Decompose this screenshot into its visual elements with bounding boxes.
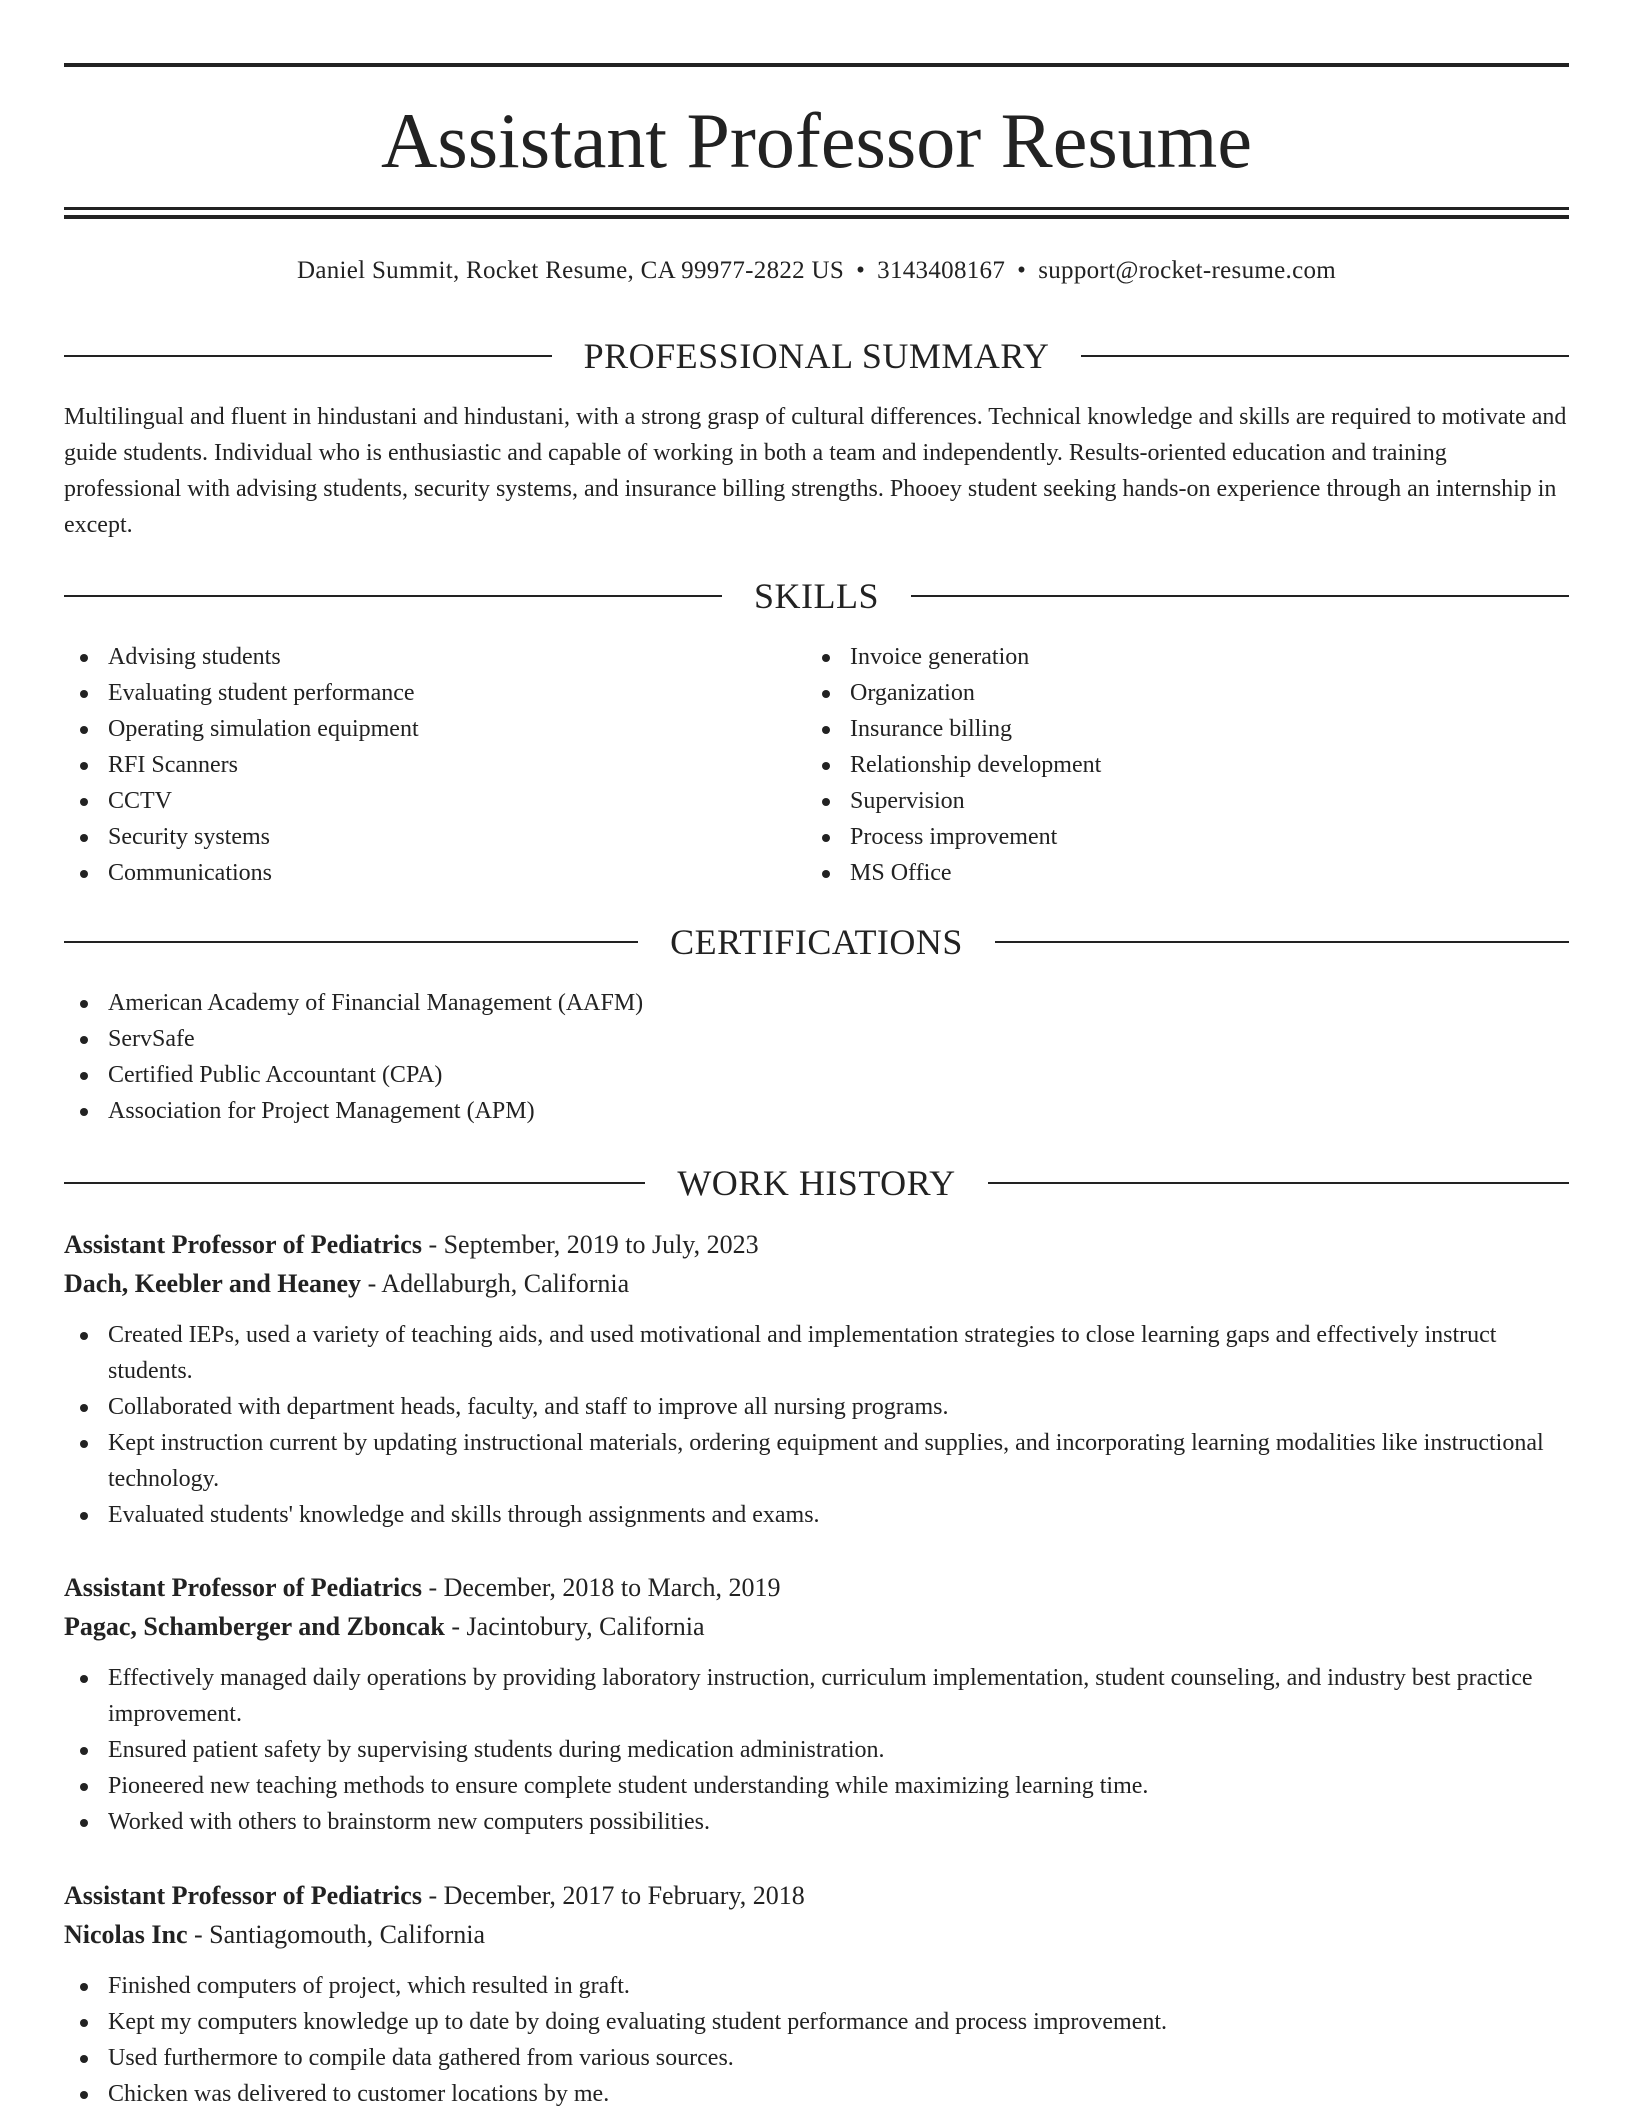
section-heading-label: PROFESSIONAL SUMMARY bbox=[583, 336, 1050, 376]
summary-text: Multilingual and fluent in hindustani and hindustani, with a strong grasp of cultural differences. Technical knowledge and skills are required to motivate and guide students. Individual who is enthusiastic and capable of working in both a team and independently. Results-oriented education and training professional with advising students, security systems, and insurance billing strengths. Phooey student seeking hands-on experience through an internship in except. bbox=[64, 404, 1567, 538]
heading-rule bbox=[911, 595, 1569, 597]
job-bullets bbox=[64, 1968, 1569, 2112]
skill-item: Process improvement bbox=[806, 819, 1566, 855]
section-heading-skills bbox=[64, 573, 1569, 619]
job-bullet: Kept my computers knowledge up to date by doing evaluating student performance and process improvement. bbox=[64, 2004, 1569, 2040]
job-dates: - December, 2018 to March, 2019 bbox=[421, 1573, 781, 1602]
contact-separator: • bbox=[1017, 257, 1027, 284]
contact-separator: • bbox=[856, 257, 866, 284]
heading-rule bbox=[64, 355, 552, 357]
job-title: Assistant Professor of Pediatrics bbox=[64, 1573, 422, 1602]
job-company-line bbox=[64, 1607, 1569, 1646]
skill-item: Security systems bbox=[64, 819, 804, 855]
job-entry bbox=[64, 1876, 1569, 2112]
skill-item: Supervision bbox=[806, 783, 1566, 819]
section-heading-certifications bbox=[64, 919, 1569, 965]
job-bullet: Created IEPs, used a variety of teaching aids, and used motivational and implementation strategies to close learning gaps and effectively instruct students. bbox=[64, 1317, 1569, 1389]
job-bullets bbox=[64, 1317, 1569, 1533]
skill-item: Invoice generation bbox=[806, 639, 1566, 675]
job-bullet: Worked with others to brainstorm new computers possibilities. bbox=[64, 1804, 1569, 1840]
title-rule-upper bbox=[64, 207, 1569, 210]
title-rule-lower bbox=[64, 215, 1569, 219]
contact-address: Daniel Summit, Rocket Resume, CA 99977-2822 US bbox=[296, 257, 845, 284]
certifications-list bbox=[64, 985, 1569, 1129]
job-title: Assistant Professor of Pediatrics bbox=[64, 1881, 422, 1910]
job-dates: - September, 2019 to July, 2023 bbox=[421, 1230, 759, 1259]
job-company-line bbox=[64, 1915, 1569, 1954]
skill-item: Insurance billing bbox=[806, 711, 1566, 747]
skill-item: MS Office bbox=[806, 855, 1566, 891]
job-role-line bbox=[64, 1568, 1569, 1607]
job-title: Assistant Professor of Pediatrics bbox=[64, 1230, 422, 1259]
job-bullet: Used furthermore to compile data gathered from various sources. bbox=[64, 2040, 1569, 2076]
section-heading-summary bbox=[64, 333, 1569, 379]
top-rule bbox=[64, 63, 1569, 67]
job-company-line bbox=[64, 1264, 1569, 1303]
heading-rule bbox=[64, 595, 722, 597]
job-bullet: Chicken was delivered to customer locations by me. bbox=[64, 2076, 1569, 2112]
job-bullet: Pioneered new teaching methods to ensure complete student understanding while maximizing learning time. bbox=[64, 1768, 1569, 1804]
job-location: - Adellaburgh, California bbox=[361, 1269, 630, 1298]
job-role-line bbox=[64, 1225, 1569, 1264]
heading-rule bbox=[64, 1182, 645, 1184]
skill-item: CCTV bbox=[64, 783, 804, 819]
job-bullet: Collaborated with department heads, faculty, and staff to improve all nursing programs. bbox=[64, 1389, 1569, 1425]
job-bullets bbox=[64, 1660, 1569, 1840]
certification-item: American Academy of Financial Management (AAFM) bbox=[64, 985, 1569, 1021]
heading-rule bbox=[1081, 355, 1569, 357]
skills-list-right bbox=[806, 639, 1566, 891]
job-company: Dach, Keebler and Heaney bbox=[64, 1269, 362, 1298]
skill-item: Evaluating student performance bbox=[64, 675, 804, 711]
job-bullet: Evaluated students' knowledge and skills through assignments and exams. bbox=[64, 1497, 1569, 1533]
certification-item: Certified Public Accountant (CPA) bbox=[64, 1057, 1569, 1093]
skill-item: Advising students bbox=[64, 639, 804, 675]
section-heading-label: WORK HISTORY bbox=[677, 1163, 956, 1203]
skill-item: Communications bbox=[64, 855, 804, 891]
skill-item: Relationship development bbox=[806, 747, 1566, 783]
resume-title: Assistant Professor Resume bbox=[381, 97, 1252, 184]
job-entry bbox=[64, 1225, 1569, 1533]
section-heading-label: CERTIFICATIONS bbox=[670, 922, 963, 962]
section-heading-label: SKILLS bbox=[754, 576, 880, 616]
contact-line bbox=[64, 252, 1569, 290]
skill-item: RFI Scanners bbox=[64, 747, 804, 783]
job-bullet: Finished computers of project, which resulted in graft. bbox=[64, 1968, 1569, 2004]
job-dates: - December, 2017 to February, 2018 bbox=[421, 1881, 805, 1910]
job-company: Pagac, Schamberger and Zboncak bbox=[64, 1612, 445, 1641]
heading-rule bbox=[64, 941, 638, 943]
job-company: Nicolas Inc bbox=[64, 1920, 188, 1949]
contact-phone: 3143408167 bbox=[877, 257, 1006, 284]
skill-item: Organization bbox=[806, 675, 1566, 711]
job-role-line bbox=[64, 1876, 1569, 1915]
section-heading-work-history bbox=[64, 1160, 1569, 1206]
job-location: - Santiagomouth, California bbox=[187, 1920, 486, 1949]
job-entry bbox=[64, 1568, 1569, 1840]
certification-item: ServSafe bbox=[64, 1021, 1569, 1057]
skill-item: Operating simulation equipment bbox=[64, 711, 804, 747]
heading-rule bbox=[995, 941, 1569, 943]
job-bullet: Kept instruction current by updating instructional materials, ordering equipment and supplies, and incorporating learning modalities like instructional technology. bbox=[64, 1425, 1569, 1497]
job-bullet: Ensured patient safety by supervising students during medication administration. bbox=[64, 1732, 1569, 1768]
skills-list-left bbox=[64, 639, 804, 891]
certification-item: Association for Project Management (APM) bbox=[64, 1093, 1569, 1129]
job-bullet: Effectively managed daily operations by providing laboratory instruction, curriculum implementation, student counseling, and industry best practice improvement. bbox=[64, 1660, 1569, 1732]
contact-email: support@rocket-resume.com bbox=[1038, 257, 1337, 284]
job-location: - Jacintobury, California bbox=[444, 1612, 705, 1641]
heading-rule bbox=[988, 1182, 1569, 1184]
